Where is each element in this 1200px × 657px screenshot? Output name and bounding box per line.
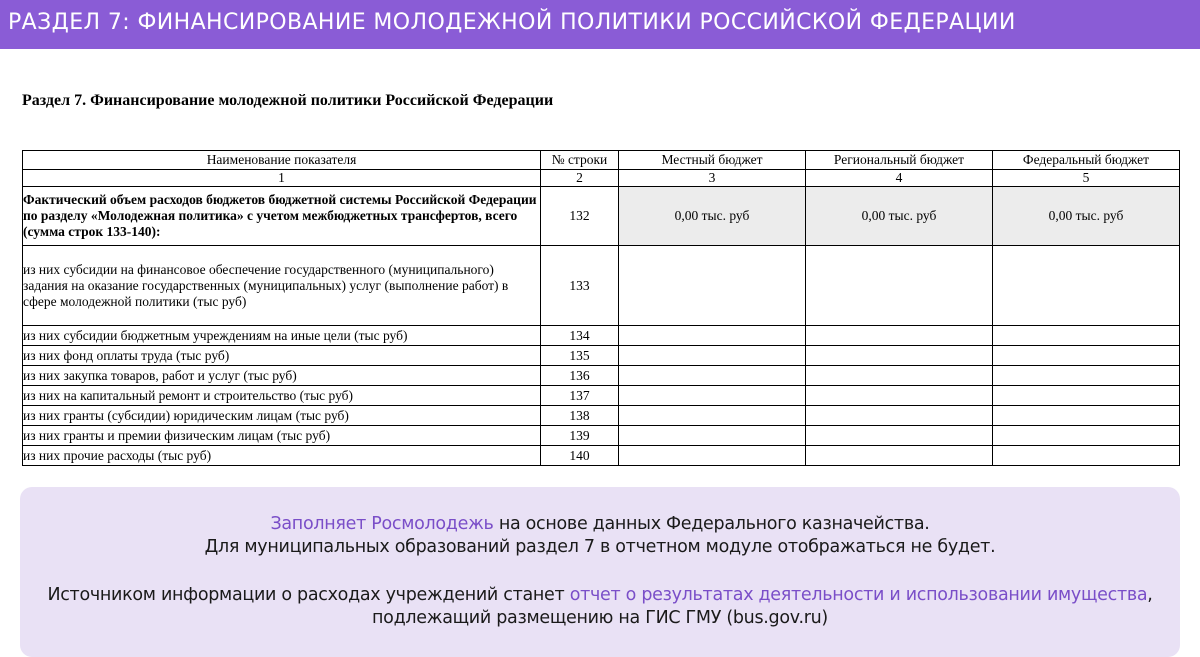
- table-row: [23, 446, 1180, 466]
- row-code: 138: [541, 406, 619, 426]
- table-row: [23, 346, 1180, 366]
- local-budget-cell[interactable]: [619, 386, 806, 406]
- table-column-numbers-row: [23, 170, 1180, 187]
- table-row: [23, 326, 1180, 346]
- regional-budget-cell[interactable]: [806, 366, 993, 386]
- local-budget-cell[interactable]: [619, 406, 806, 426]
- table-row: [23, 366, 1180, 386]
- header-local-budget: Местный бюджет: [619, 151, 806, 170]
- table-row: [23, 386, 1180, 406]
- local-budget-cell[interactable]: [619, 346, 806, 366]
- header-row-number: № строки: [541, 151, 619, 170]
- regional-budget-cell[interactable]: [806, 406, 993, 426]
- rosmolodezh-accent: Заполняет Росмолодежь: [270, 514, 494, 534]
- regional-budget-cell[interactable]: [806, 346, 993, 366]
- regional-budget-cell[interactable]: 0,00 тыс. руб: [806, 187, 993, 246]
- row-label: из них гранты и премии физическим лицам (тыс руб): [23, 426, 541, 446]
- column-number: 4: [806, 170, 993, 187]
- financing-table: [22, 150, 1180, 466]
- local-budget-cell[interactable]: [619, 326, 806, 346]
- regional-budget-cell[interactable]: [806, 386, 993, 406]
- table-row: [23, 187, 1180, 246]
- regional-budget-cell[interactable]: [806, 426, 993, 446]
- note-line-3-end: , подлежащий размещению на ГИС ГМУ (bus.gov.ru): [372, 585, 1153, 628]
- federal-budget-cell[interactable]: [993, 406, 1180, 426]
- regional-budget-cell[interactable]: [806, 446, 993, 466]
- note-line-2: Для муниципальных образований раздел 7 в отчетном модуле отображаться не будет.: [204, 537, 996, 557]
- row-label: Фактический объем расходов бюджетов бюджетной системы Российской Федерации по разделу «Молодежная политика» с учетом межбюджетных трансфертов, всего (сумма строк 133-140):: [23, 187, 541, 246]
- federal-budget-cell[interactable]: 0,00 тыс. руб: [993, 187, 1180, 246]
- header-federal-budget: Федеральный бюджет: [993, 151, 1180, 170]
- regional-budget-cell[interactable]: [806, 246, 993, 326]
- table-row: [23, 426, 1180, 446]
- row-code: 133: [541, 246, 619, 326]
- row-code: 137: [541, 386, 619, 406]
- local-budget-cell[interactable]: [619, 366, 806, 386]
- note-line-3-start: Источником информации о расходах учреждений станет: [47, 585, 570, 605]
- table-header-row: [23, 151, 1180, 170]
- header-indicator-name: Наименование показателя: [23, 151, 541, 170]
- row-label: из них на капитальный ремонт и строительство (тыс руб): [23, 386, 541, 406]
- header-regional-budget: Региональный бюджет: [806, 151, 993, 170]
- section-heading: Раздел 7. Финансирование молодежной политики Российской Федерации: [22, 92, 554, 109]
- row-code: 132: [541, 187, 619, 246]
- local-budget-cell[interactable]: [619, 426, 806, 446]
- section-banner: РАЗДЕЛ 7: ФИНАНСИРОВАНИЕ МОЛОДЕЖНОЙ ПОЛИТИКИ РОССИЙСКОЙ ФЕДЕРАЦИИ: [0, 0, 1200, 49]
- table-row: [23, 406, 1180, 426]
- local-budget-cell[interactable]: 0,00 тыс. руб: [619, 187, 806, 246]
- row-label: из них фонд оплаты труда (тыс руб): [23, 346, 541, 366]
- federal-budget-cell[interactable]: [993, 246, 1180, 326]
- row-label: из них закупка товаров, работ и услуг (тыс руб): [23, 366, 541, 386]
- note-line-1-text: на основе данных Федерального казначейства.: [493, 514, 930, 534]
- row-label: из них субсидии бюджетным учреждениям на иные цели (тыс руб): [23, 326, 541, 346]
- federal-budget-cell[interactable]: [993, 346, 1180, 366]
- column-number: 3: [619, 170, 806, 187]
- note-line-1: [20, 513, 1180, 536]
- table-row: [23, 246, 1180, 326]
- column-number: 2: [541, 170, 619, 187]
- local-budget-cell[interactable]: [619, 446, 806, 466]
- row-label: из них гранты (субсидии) юридическим лицам (тыс руб): [23, 406, 541, 426]
- row-code: 134: [541, 326, 619, 346]
- column-number: 1: [23, 170, 541, 187]
- row-code: 139: [541, 426, 619, 446]
- report-reference: отчет о результатах деятельности и использовании имущества: [569, 585, 1148, 605]
- row-code: 135: [541, 346, 619, 366]
- federal-budget-cell[interactable]: [993, 426, 1180, 446]
- row-code: 140: [541, 446, 619, 466]
- row-label: из них прочие расходы (тыс руб): [23, 446, 541, 466]
- local-budget-cell[interactable]: [619, 246, 806, 326]
- federal-budget-cell[interactable]: [993, 386, 1180, 406]
- regional-budget-cell[interactable]: [806, 326, 993, 346]
- federal-budget-cell[interactable]: [993, 446, 1180, 466]
- federal-budget-cell[interactable]: [993, 326, 1180, 346]
- note-line-3: [20, 584, 1180, 630]
- info-note: [20, 487, 1180, 657]
- column-number: 5: [993, 170, 1180, 187]
- row-label: из них субсидии на финансовое обеспечение государственного (муниципального) задания на оказание государственных (муниципальных) услуг (выполнение работ) в сфере молодежной политики (тыс руб): [23, 246, 541, 326]
- federal-budget-cell[interactable]: [993, 366, 1180, 386]
- row-code: 136: [541, 366, 619, 386]
